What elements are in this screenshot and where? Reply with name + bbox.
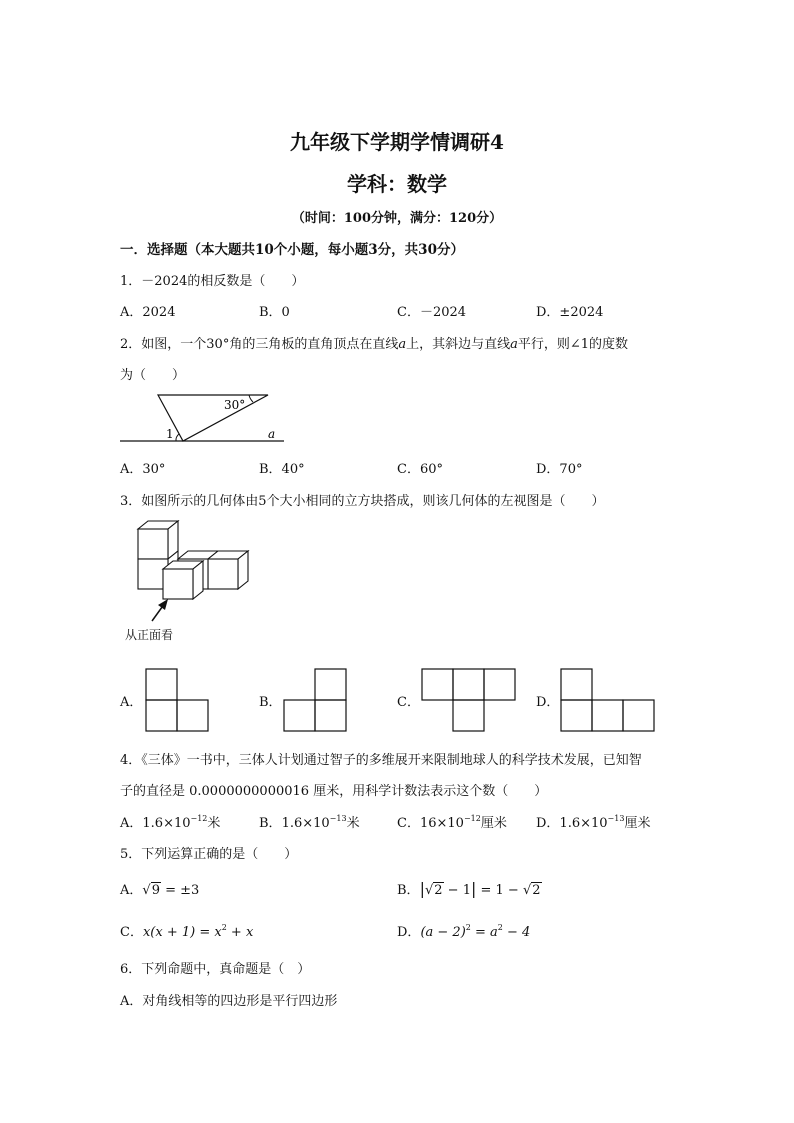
q5-option-d-exp: 2 — [465, 923, 471, 932]
q2-figure — [118, 388, 288, 448]
q5-option-b — [397, 879, 542, 898]
q4-stem-line1: 4．《三体》一书中，三体人计划通过智子的多维展开来限制地球人的科学技术发展，已知智 — [120, 753, 642, 768]
q2-var-a: a — [398, 337, 407, 352]
q4-option-b-label: B． — [259, 816, 282, 831]
q2-option-b: B．40° — [259, 462, 305, 477]
q4-option-b-exp: −13 — [329, 814, 347, 823]
q1-option-d: D．±2024 — [536, 305, 604, 320]
cube-front-face — [208, 559, 238, 589]
q3-option-b-label: B． — [259, 695, 282, 710]
angle-1-arc — [176, 434, 179, 441]
q3-option-c-label: C． — [397, 695, 420, 710]
angle-1-label: 1 — [166, 427, 174, 441]
q5-option-b-radicand2: 2 — [532, 883, 541, 898]
q2-option-d: D．70° — [536, 462, 583, 477]
q5-option-d-mid: = a — [470, 925, 498, 940]
q5-option-c-tail: + x — [226, 925, 254, 940]
cube-front-face — [163, 569, 193, 599]
q3-stem: 3．如图所示的几何体由5个大小相同的立方块搭成，则该几何体的左视图是（ ） — [120, 494, 605, 509]
q4-option-a-exp: −12 — [190, 814, 208, 823]
subject-title: 学科：数学 — [347, 172, 447, 196]
sqrt-sign-icon: √ — [142, 883, 151, 898]
sqrt-sign-icon: √ — [522, 883, 532, 898]
q1-stem: 1．－2024的相反数是（ ） — [120, 274, 305, 289]
abs-bar-left-icon: | — [419, 879, 425, 898]
q5-option-c-expr: x(x + 1) = x — [142, 925, 222, 940]
q5-option-d-expr: (a − 2) — [420, 925, 466, 940]
q4-option-c-unit: 厘米 — [480, 816, 507, 831]
q4-option-a-base: 1.6×10 — [142, 816, 191, 831]
q3-option-d-label: D． — [536, 695, 560, 710]
q5-option-b-radicand: 2 — [434, 883, 443, 898]
q5-option-a-label: A． — [120, 883, 143, 898]
q2-stem-line1 — [120, 333, 628, 352]
q4-option-d — [536, 812, 650, 831]
q5-option-a-radicand: 9 — [151, 883, 160, 898]
q1-option-c: C．－2024 — [397, 305, 467, 320]
q4-option-b — [259, 812, 360, 831]
triangle-ruler — [158, 395, 268, 441]
q2-var-a-2: a — [510, 337, 518, 352]
q5-option-c-exp: 2 — [221, 923, 227, 932]
q5-option-d-exp2: 2 — [497, 923, 503, 932]
q2-stem-part1: 2．如图，一个30°角的三角板的直角顶点在直线 — [120, 337, 399, 352]
q3-option-a-label: A． — [120, 695, 143, 710]
q1-option-b: B．0 — [259, 305, 290, 320]
q4-option-c-label: C． — [397, 816, 420, 831]
q4-option-a — [120, 812, 220, 831]
q5-option-b-mid: − 1 — [447, 883, 471, 898]
q4-option-c-exp: −12 — [463, 814, 481, 823]
q4-option-d-label: D． — [536, 816, 560, 831]
q6-stem: 6．下列命题中，真命题是（ ） — [120, 962, 311, 977]
q4-option-d-unit: 厘米 — [624, 816, 651, 831]
q2-stem-line2: 为（ ） — [120, 368, 186, 383]
q3-figure-caption: 从正面看 — [125, 628, 174, 642]
q6-option-a: A．对角线相等的四边形是平行四边形 — [120, 994, 338, 1009]
q1-option-a: A．2024 — [120, 305, 176, 320]
q5-option-d-tail: − 4 — [502, 925, 531, 940]
abs-bar-right-icon: | — [470, 879, 477, 898]
q5-stem: 5．下列运算正确的是（ ） — [120, 847, 298, 862]
q4-option-d-exp: −13 — [607, 814, 625, 823]
q3-option-b-figure — [282, 667, 347, 733]
q5-option-d — [397, 921, 530, 940]
q5-option-b-rhs: = 1 − — [480, 883, 519, 898]
section-heading: 一．选择题（本大题共10个小题，每小题3分，共30分） — [120, 242, 464, 258]
q2-stem-part3: 平行，则∠1的度数 — [517, 337, 629, 352]
q5-option-d-label: D． — [397, 925, 421, 940]
q4-option-b-unit: 米 — [346, 816, 360, 831]
q5-option-c-label: C． — [120, 925, 143, 940]
q3-option-d-figure — [559, 667, 655, 733]
q4-option-c — [397, 812, 507, 831]
q5-option-a-rhs: = ±3 — [165, 883, 200, 898]
arrow-head-icon — [158, 599, 168, 610]
q2-stem-part2: 上，其斜边与直线 — [406, 337, 511, 352]
q3-option-a-figure — [144, 667, 209, 733]
q4-option-d-base: 1.6×10 — [559, 816, 608, 831]
q3-option-c-figure — [420, 667, 516, 733]
q4-option-c-base: 16×10 — [419, 816, 464, 831]
q5-option-b-label: B． — [397, 883, 420, 898]
time-info: （时间：100分钟，满分：120分） — [291, 211, 503, 226]
q5-option-c — [120, 921, 253, 940]
q4-stem-line2: 子的直径是 0.0000000000016 厘米，用科学计数法表示这个数（ ） — [120, 784, 548, 799]
page-title: 九年级下学期学情调研4 — [290, 130, 504, 154]
q4-option-a-unit: 米 — [207, 816, 221, 831]
sqrt-sign-icon: √ — [424, 883, 434, 898]
q2-option-a: A．30° — [120, 462, 166, 477]
angle-30-label: 30° — [224, 398, 246, 412]
q4-option-a-label: A． — [120, 816, 143, 831]
angle-30-arc — [249, 395, 253, 402]
q5-option-a — [120, 879, 199, 898]
cube-front-face — [138, 529, 168, 559]
line-a-label: a — [268, 427, 276, 441]
q4-option-b-base: 1.6×10 — [281, 816, 330, 831]
q2-option-c: C．60° — [397, 462, 443, 477]
